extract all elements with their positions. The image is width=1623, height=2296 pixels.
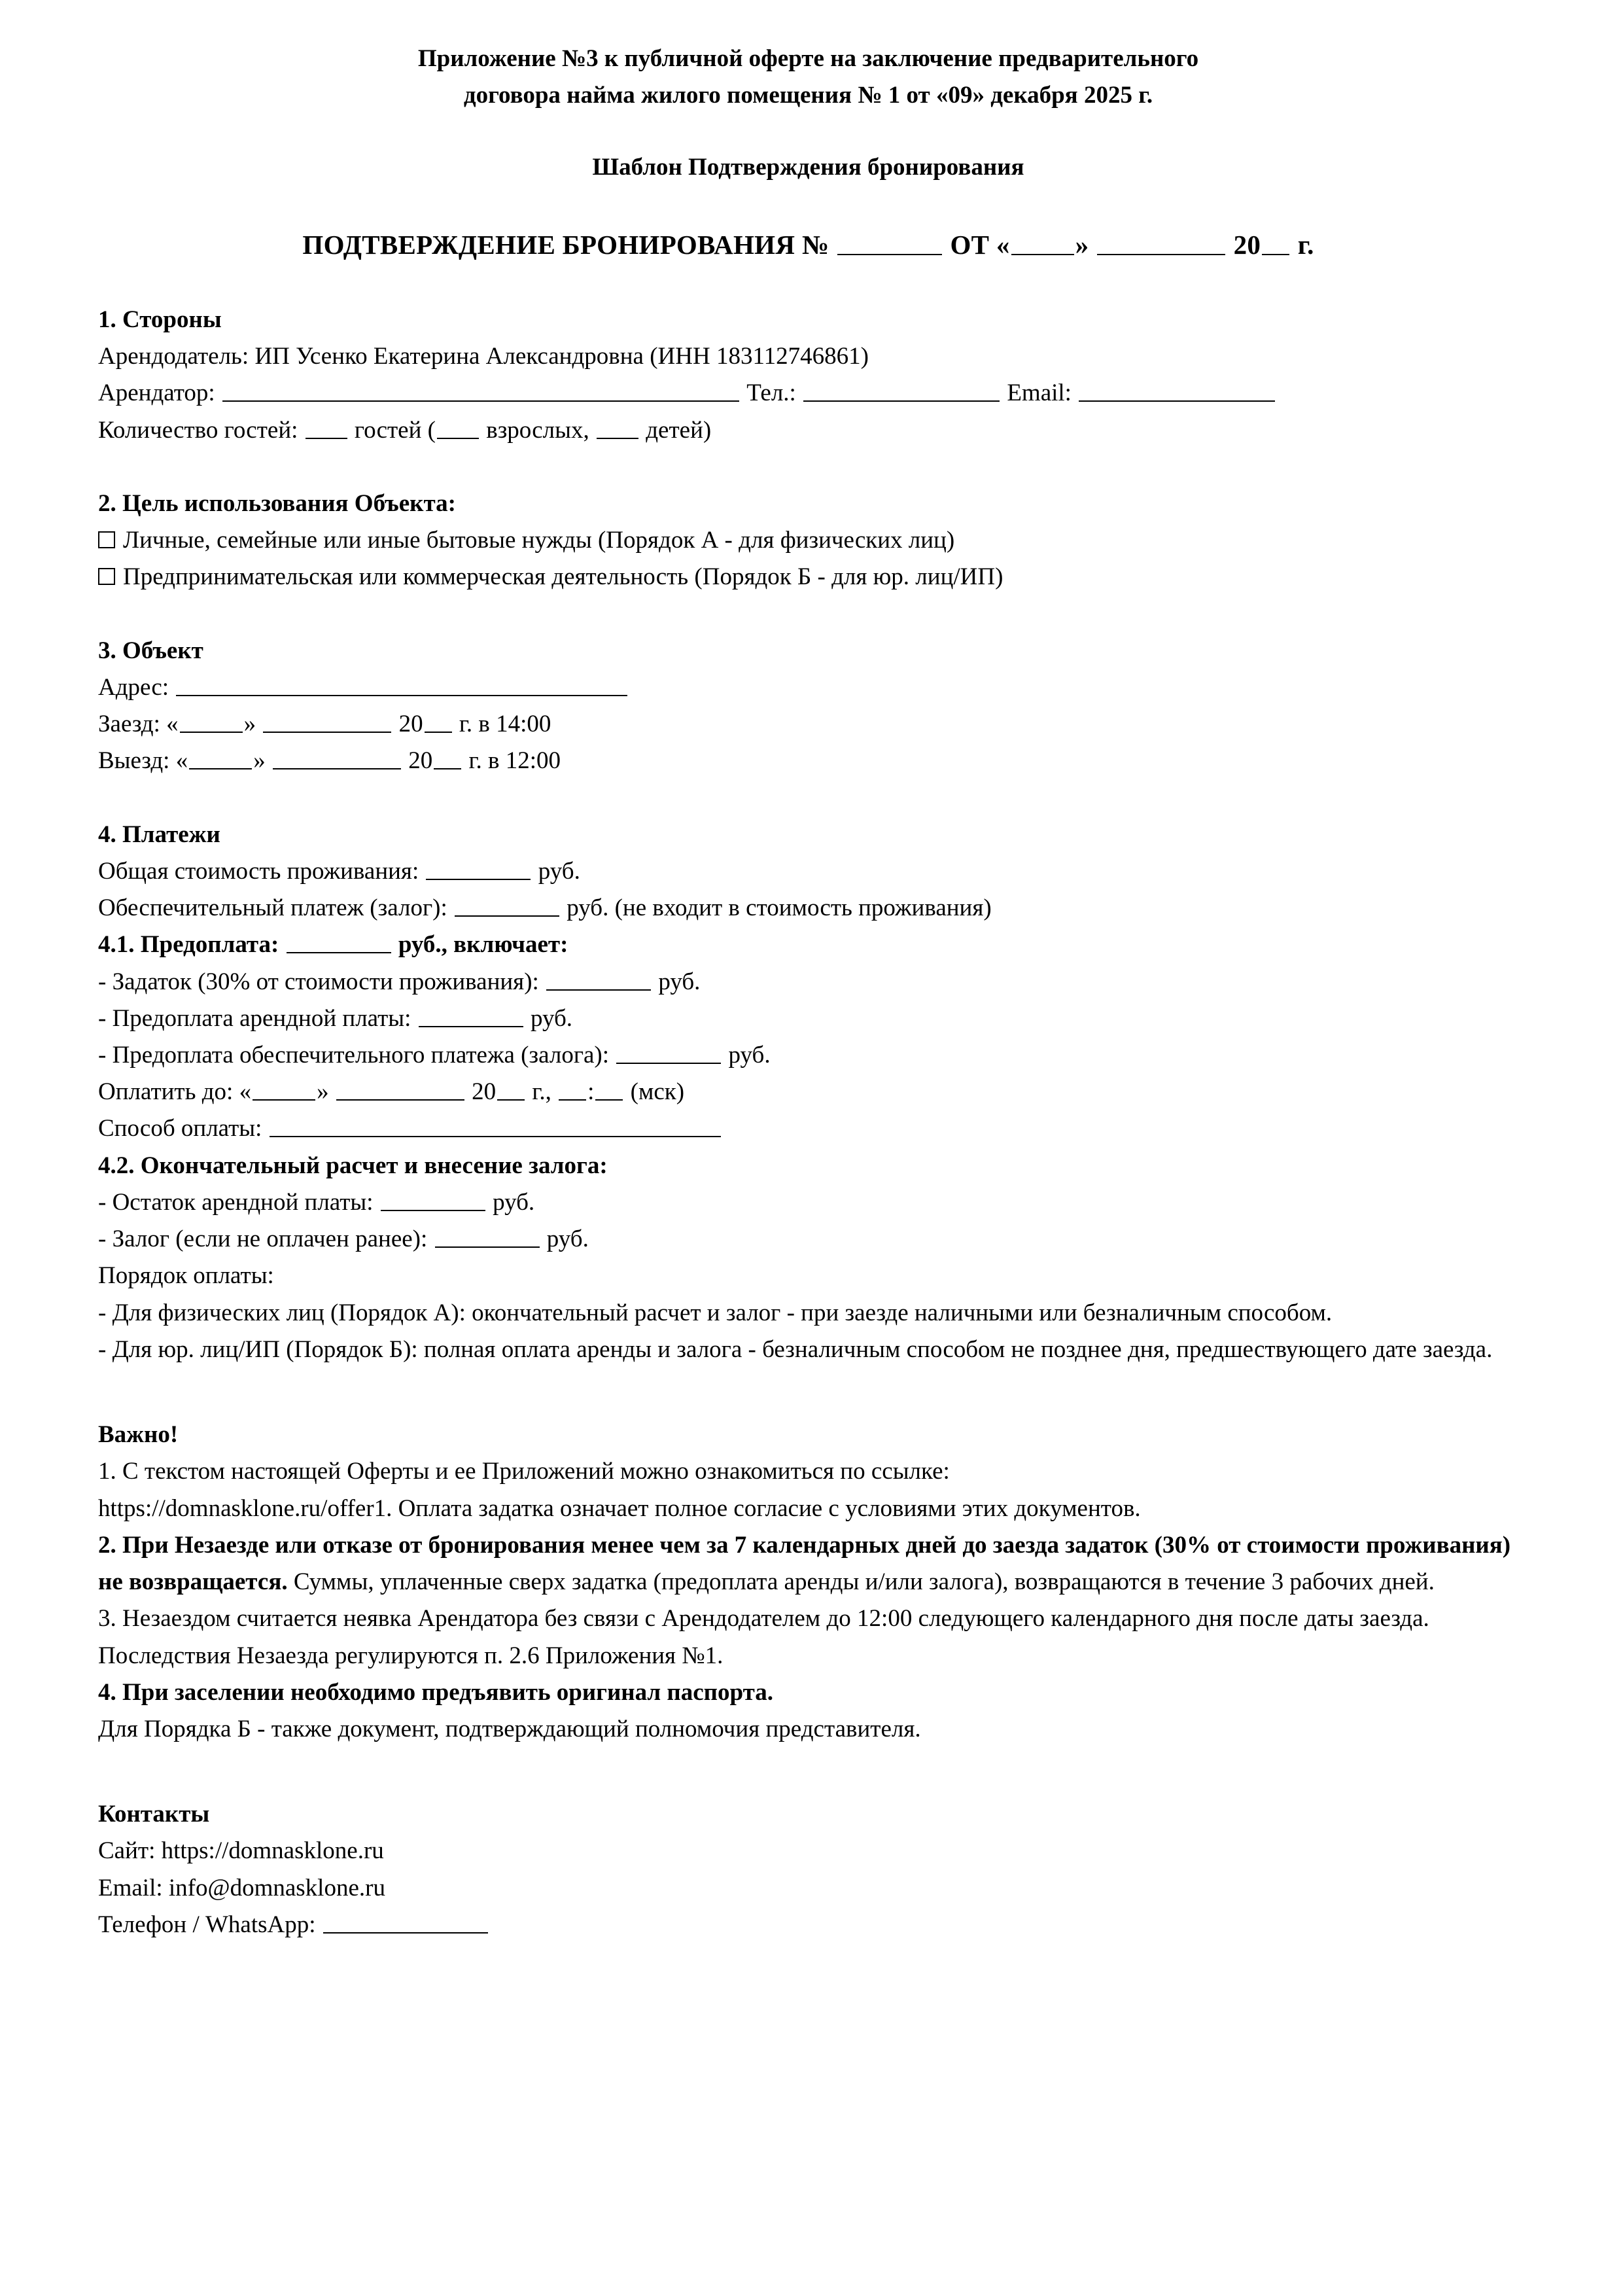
prepayment-item-1 <box>98 964 1518 1000</box>
security-deposit-line <box>98 890 1518 927</box>
final-item-1-unit: руб. <box>493 1188 535 1216</box>
checkout-quote: » <box>253 747 266 775</box>
important-item-2 <box>98 1527 1518 1600</box>
guests-word: гостей ( <box>354 416 436 444</box>
important-item-2-bold: 2. При Незаезде или отказе от бронирования менее чем за 7 календарных дней до заезда задаток (30% от стоимости проживания) не возвращается. <box>98 1531 1511 1596</box>
purpose-option-a-label: Личные, семейные или иные бытовые нужды (Порядок А - для физических лиц) <box>123 527 955 554</box>
payment-due-hour-blank[interactable] <box>559 1077 586 1101</box>
main-title-prefix: ПОДТВЕРЖДЕНИЕ БРОНИРОВАНИЯ № <box>302 229 829 260</box>
contacts-phone-line <box>98 1907 1518 1943</box>
contacts-email: Email: info@domnasklone.ru <box>98 1874 385 1901</box>
checkin-label: Заезд: « <box>98 711 179 738</box>
checkin-quote: » <box>243 711 256 738</box>
address-line <box>98 669 1518 706</box>
page-title <box>98 224 1518 265</box>
landlord-line <box>98 338 1518 375</box>
contacts-phone-blank[interactable] <box>323 1910 488 1934</box>
checkin-day-blank[interactable] <box>180 709 243 733</box>
checkin-year-label: 20 <box>398 711 423 738</box>
prepayment-item-3-blank[interactable] <box>616 1040 721 1064</box>
payment-order-legal: - Для юр. лиц/ИП (Порядок Б): полная оплата аренды и залога - безналичным способом не позднее дня, предшествующего дате заезда. <box>98 1335 1493 1363</box>
total-cost-blank[interactable] <box>426 857 531 880</box>
security-deposit-label: Обеспечительный платеж (залог): <box>98 894 447 922</box>
section-4-title: 4. Платежи <box>98 821 220 848</box>
checkin-year-blank[interactable] <box>425 709 452 733</box>
booking-day-blank[interactable] <box>1011 229 1074 255</box>
contacts-title: Контакты <box>98 1801 210 1828</box>
checkout-year-blank[interactable] <box>434 746 461 769</box>
booking-month-blank[interactable] <box>1097 229 1225 255</box>
prepayment-item-1-blank[interactable] <box>546 967 651 991</box>
final-item-1-label: - Остаток арендной платы: <box>98 1188 374 1216</box>
payment-due-suffix: (мск) <box>630 1078 685 1106</box>
checkbox-icon-commercial[interactable] <box>98 568 115 585</box>
guests-label: Количество гостей: <box>98 416 298 444</box>
final-item-1-blank[interactable] <box>381 1188 485 1211</box>
header-line-2: договора найма жилого помещения № 1 от «09» декабря 2025 г. <box>463 82 1153 109</box>
tenant-name-blank[interactable] <box>222 378 739 402</box>
important-item-1-line-2: https://domnasklone.ru/offer1. Оплата задатка означает полное согласие с условиями этих документов. <box>98 1494 1141 1522</box>
important-item-4: 4. При заселении необходимо предъявить оригинал паспорта. <box>98 1678 773 1706</box>
checkout-label: Выезд: « <box>98 747 188 775</box>
checkout-year-label: 20 <box>408 747 433 775</box>
checkout-suffix: г. в 12:00 <box>468 747 561 775</box>
tenant-line <box>98 375 1518 412</box>
prepayment-item-2-unit: руб. <box>530 1004 573 1032</box>
checkbox-icon-personal[interactable] <box>98 531 115 548</box>
checkout-day-blank[interactable] <box>189 746 252 769</box>
adults-word: взрослых, <box>486 416 589 444</box>
section-2-title: 2. Цель использования Объекта: <box>98 489 456 517</box>
total-cost-line <box>98 853 1518 890</box>
contacts-site: Сайт: https://domnasklone.ru <box>98 1837 384 1865</box>
final-item-2 <box>98 1221 1518 1258</box>
payment-order-individual: - Для физических лиц (Порядок А): окончательный расчет и залог - при заезде наличными или безналичным способом. <box>98 1299 1333 1326</box>
booking-number-blank[interactable] <box>837 229 942 255</box>
prepayment-title-line <box>98 927 1518 963</box>
final-item-2-blank[interactable] <box>435 1224 540 1248</box>
section-1-title: 1. Стороны <box>98 306 222 334</box>
prepayment-item-3-unit: руб. <box>728 1042 771 1069</box>
document-body <box>98 41 1518 1943</box>
prepayment-item-1-label: - Задаток (30% от стоимости проживания): <box>98 968 539 995</box>
prepayment-item-1-unit: руб. <box>658 968 701 995</box>
tenant-label: Арендатор: <box>98 380 215 407</box>
security-deposit-unit: руб. (не входит в стоимость проживания) <box>567 894 992 922</box>
checkin-month-blank[interactable] <box>263 709 391 733</box>
landlord-label: Арендодатель: ИП Усенко Екатерина Александровна (ИНН 183112746861) <box>98 343 869 370</box>
final-item-2-label: - Залог (если не оплачен ранее): <box>98 1226 428 1253</box>
important-item-2-rest: Суммы, уплаченные сверх задатка (предоплата аренды и/или залога), возвращаются в течение 3 рабочих дней. <box>287 1568 1435 1596</box>
important-item-4-note: Для Порядка Б - также документ, подтверждающий полномочия представителя. <box>98 1715 921 1742</box>
payment-due-year-label: 20 <box>472 1078 497 1106</box>
email-label: Email: <box>1007 380 1072 407</box>
purpose-option-b-label: Предпринимательская или коммерческая деятельность (Порядок Б - для юр. лиц/ИП) <box>123 563 1003 591</box>
address-label: Адрес: <box>98 673 169 701</box>
guests-total-blank[interactable] <box>305 415 347 439</box>
prepayment-item-2 <box>98 1000 1518 1037</box>
payment-due-year-blank[interactable] <box>497 1077 525 1101</box>
payment-due-label: Оплатить до: « <box>98 1078 252 1106</box>
guests-children-blank[interactable] <box>597 415 638 439</box>
prepayment-total-blank[interactable] <box>287 930 391 953</box>
total-cost-label: Общая стоимость проживания: <box>98 857 419 885</box>
payment-due-month-blank[interactable] <box>336 1077 464 1101</box>
payment-due-minute-blank[interactable] <box>595 1077 623 1101</box>
tenant-phone-blank[interactable] <box>803 378 1000 402</box>
tenant-email-blank[interactable] <box>1079 378 1275 402</box>
final-item-2-unit: руб. <box>546 1226 589 1253</box>
prepayment-title-suffix: руб., включает: <box>398 931 568 959</box>
contacts-phone-label: Телефон / WhatsApp: <box>98 1911 316 1938</box>
payment-due-line <box>98 1074 1518 1110</box>
children-word: детей) <box>646 416 712 444</box>
booking-year-blank[interactable] <box>1262 229 1289 255</box>
important-title: Важно! <box>98 1421 179 1449</box>
document-header <box>98 41 1518 114</box>
guests-line <box>98 412 1518 449</box>
prepayment-item-3-label: - Предоплата обеспечительного платежа (залога): <box>98 1042 610 1069</box>
payment-method-line <box>98 1110 1518 1147</box>
prepayment-item-2-label: - Предоплата арендной платы: <box>98 1004 411 1032</box>
payment-due-colon: : <box>587 1078 595 1106</box>
purpose-option-a-row[interactable] <box>98 522 1518 559</box>
spacer-before-important <box>98 1368 1518 1417</box>
prepayment-title-prefix: 4.1. Предоплата: <box>98 931 279 959</box>
address-blank[interactable] <box>176 673 627 696</box>
header-line-1: Приложение №3 к публичной оферте на заключение предварительного <box>417 45 1199 72</box>
important-item-1-line-1: 1. С текстом настоящей Оферты и ее Приложений можно ознакомиться по ссылке: <box>98 1458 950 1485</box>
main-title-year: 20 <box>1233 229 1261 260</box>
spacer-before-contacts <box>98 1748 1518 1796</box>
checkout-line <box>98 743 1518 779</box>
phone-label: Тел.: <box>746 380 796 407</box>
main-title-mid: ОТ « <box>950 229 1010 260</box>
purpose-option-b-row[interactable] <box>98 559 1518 595</box>
prepayment-item-2-blank[interactable] <box>419 1004 523 1027</box>
main-title-quote-close: » <box>1075 229 1089 260</box>
important-item-3: 3. Незаездом считается неявка Арендатора без связи с Арендодателем до 12:00 следующего календарного дня после даты заезда. Последствия Незаезда регулируются п. 2.6 Приложения №1. <box>98 1605 1429 1669</box>
security-deposit-blank[interactable] <box>455 893 559 917</box>
prepayment-item-3 <box>98 1037 1518 1074</box>
checkout-month-blank[interactable] <box>273 746 401 769</box>
payment-due-day-blank[interactable] <box>253 1077 315 1101</box>
total-cost-unit: руб. <box>538 857 580 885</box>
guests-adults-blank[interactable] <box>437 415 479 439</box>
checkin-suffix: г. в 14:00 <box>459 711 551 738</box>
payment-due-quote: » <box>317 1078 329 1106</box>
final-settlement-title: 4.2. Окончательный расчет и внесение залога: <box>98 1152 608 1179</box>
payment-method-label: Способ оплаты: <box>98 1115 262 1142</box>
final-item-1 <box>98 1184 1518 1221</box>
main-title-suffix: г. <box>1297 229 1314 260</box>
section-3-title: 3. Объект <box>98 637 203 664</box>
payment-due-mid: г., <box>532 1078 551 1106</box>
payment-method-blank[interactable] <box>270 1114 721 1137</box>
header-subtitle: Шаблон Подтверждения бронирования <box>592 154 1024 181</box>
payment-order-label: Порядок оплаты: <box>98 1262 274 1290</box>
checkin-line <box>98 706 1518 743</box>
